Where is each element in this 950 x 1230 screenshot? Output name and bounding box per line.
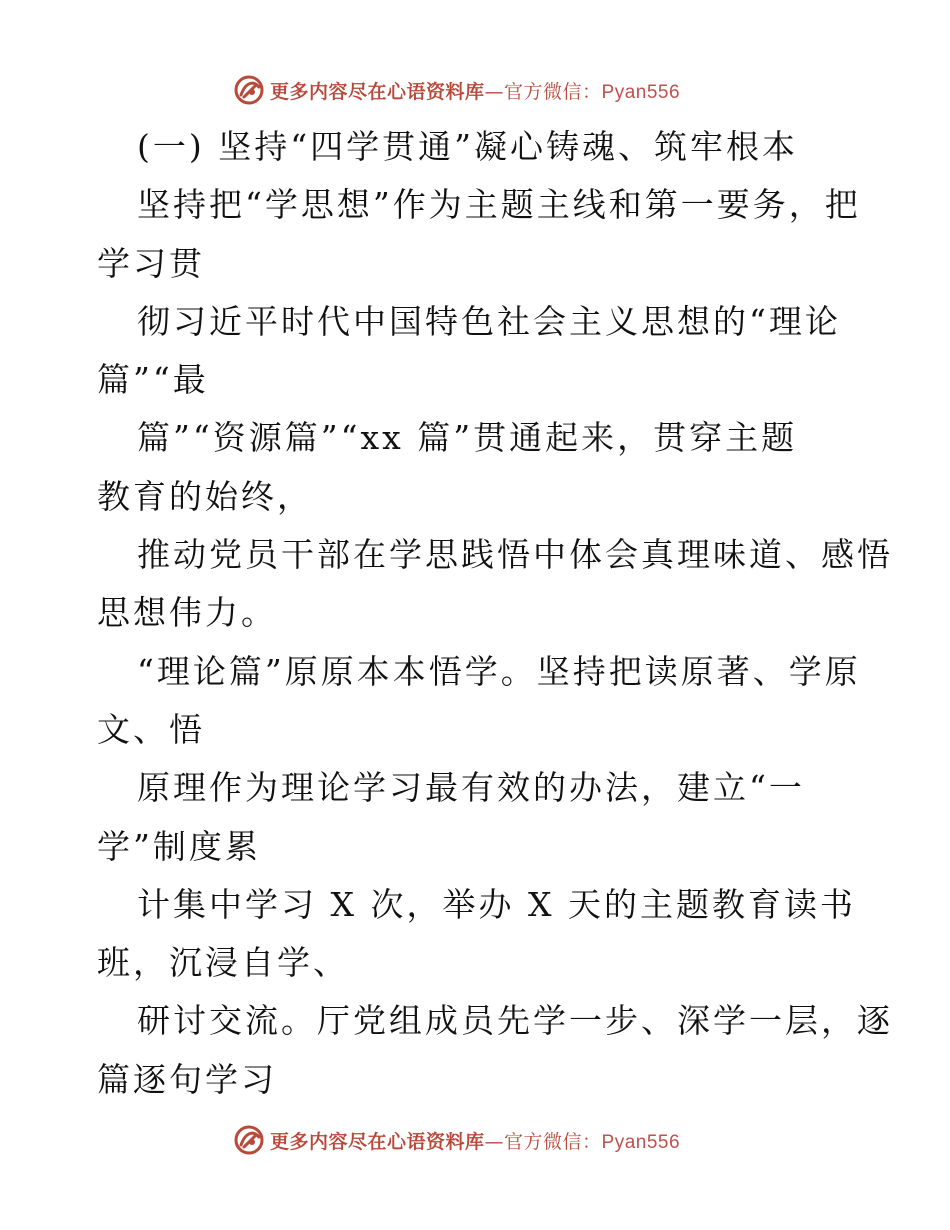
watermark-brand: 更多内容尽在心语资料库 — [270, 1130, 485, 1153]
paragraph-line: 篇逐句学习 — [97, 1059, 277, 1099]
paragraph-line: “理论篇”原原本本悟学。坚持把读原著、学原 — [137, 651, 861, 691]
watermark-text — [270, 77, 680, 104]
brush-stroke-logo-icon — [232, 73, 266, 107]
paragraph-line: 班，沉浸自学、 — [97, 943, 349, 983]
footer-watermark — [232, 1120, 680, 1160]
watermark-label: 官方微信： — [504, 80, 602, 103]
watermark-wechat-id: Pyan556 — [601, 1131, 681, 1153]
paragraph-line: 研讨交流。厅党组成员先学一步、深学一层，逐 — [137, 1001, 893, 1041]
brush-stroke-logo-icon — [232, 1123, 266, 1157]
paragraph-line: 教育的始终， — [97, 476, 313, 516]
watermark-separator: — — [484, 80, 505, 103]
paragraph-line: 学习贯 — [97, 243, 205, 283]
watermark-label: 官方微信： — [504, 1130, 602, 1153]
paragraph-line: 篇”“最 — [97, 360, 209, 400]
paragraph-line: 坚持把“学思想”作为主题主线和第一要务，把 — [137, 185, 861, 225]
paragraph-line: 原理作为理论学习最有效的办法，建立“一 — [137, 768, 805, 808]
paragraph-line: 思想伟力。 — [97, 593, 277, 633]
document-body — [97, 118, 893, 1109]
watermark-text — [270, 1127, 680, 1154]
watermark-separator: — — [484, 1130, 505, 1153]
section-heading: (一) 坚持“四学贯通”凝心铸魂、筑牢根本 — [137, 127, 798, 166]
paragraph-line: 学”制度累 — [97, 826, 261, 866]
paragraph-line: 篇”“资源篇”“xx 篇”贯通起来，贯穿主题 — [137, 418, 798, 458]
paragraph-line: 彻习近平时代中国特色社会主义思想的“理论 — [137, 301, 841, 341]
paragraph-line: 文、悟 — [97, 709, 205, 749]
header-watermark — [232, 70, 680, 110]
paragraph-line: 推动党员干部在学思践悟中体会真理味道、感悟 — [137, 535, 893, 575]
watermark-wechat-id: Pyan556 — [601, 81, 681, 103]
watermark-brand: 更多内容尽在心语资料库 — [270, 80, 485, 103]
paragraph-line: 计集中学习 X 次，举办 X 天的主题教育读书 — [137, 884, 856, 924]
